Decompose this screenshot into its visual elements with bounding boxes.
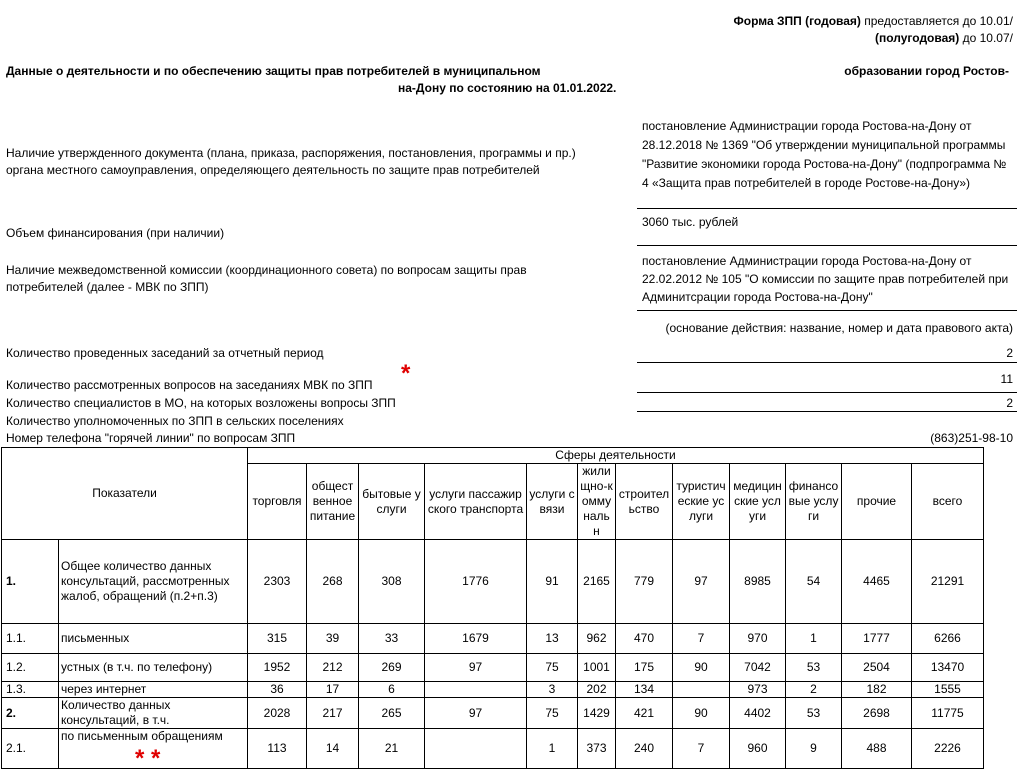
table-cell: 2303 <box>248 540 307 624</box>
table-cell: 1001 <box>578 654 616 682</box>
fin-underline <box>637 245 1017 246</box>
column-header: торговля <box>248 464 307 540</box>
table-cell: 373 <box>578 729 616 769</box>
table-cell: 53 <box>786 654 842 682</box>
table-row <box>2 698 984 729</box>
title-part-2: образовании город Ростов- <box>844 64 1009 78</box>
table-cell: 90 <box>673 654 730 682</box>
column-header: медицинские услуги <box>730 464 786 540</box>
table-cell: 470 <box>616 624 673 654</box>
table-row <box>2 682 984 698</box>
table-cell: 13 <box>527 624 578 654</box>
column-header: услуги пассажирского транспорта <box>425 464 527 540</box>
form-line-1 <box>734 14 1014 28</box>
table-cell: 11775 <box>912 698 984 729</box>
table-cell <box>673 682 730 698</box>
table-cell: 217 <box>307 698 359 729</box>
table-cell: 6266 <box>912 624 984 654</box>
row-number: 2. <box>2 698 59 729</box>
table-cell: 268 <box>307 540 359 624</box>
table-cell: 1555 <box>912 682 984 698</box>
column-header: прочие <box>842 464 912 540</box>
specialists-label: Количество специалистов в МО, на которых возложены вопросы ЗПП <box>6 396 396 410</box>
column-header: жилищно-коммунальн <box>578 464 616 540</box>
meetings-value: 2 <box>1006 346 1013 360</box>
table-cell: 6 <box>359 682 425 698</box>
table-cell: 202 <box>578 682 616 698</box>
table-cell: 97 <box>425 654 527 682</box>
doc-underline <box>637 208 1017 209</box>
table-cell: 21291 <box>912 540 984 624</box>
column-header: общественное питание <box>307 464 359 540</box>
table-cell: 75 <box>527 654 578 682</box>
table-cell: 488 <box>842 729 912 769</box>
table-cell: 9 <box>786 729 842 769</box>
specialists-underline <box>637 411 1017 412</box>
table-row <box>2 540 984 624</box>
questions-value: 11 <box>1000 372 1013 386</box>
specialists-value: 2 <box>1006 396 1013 410</box>
questions-label: Количество рассмотренных вопросов на заседаниях МВК по ЗПП <box>6 378 373 392</box>
table-cell: 13470 <box>912 654 984 682</box>
table-cell <box>425 682 527 698</box>
table-cell: 970 <box>730 624 786 654</box>
table-cell: 421 <box>616 698 673 729</box>
hotline-value: (863)251-98-10 <box>930 431 1013 445</box>
row-number: 1.2. <box>2 654 59 682</box>
table-cell: 4402 <box>730 698 786 729</box>
row-label: письменных <box>59 624 248 654</box>
asterisk-mark: * <box>401 360 411 387</box>
table-cell: 17 <box>307 682 359 698</box>
column-header: всего <box>912 464 984 540</box>
column-header: финансовые услуги <box>786 464 842 540</box>
table-cell: 7042 <box>730 654 786 682</box>
table-cell: 2028 <box>248 698 307 729</box>
table-cell: 39 <box>307 624 359 654</box>
table-cell: 269 <box>359 654 425 682</box>
form-name: Форма ЗПП (годовая) <box>733 14 861 28</box>
indicators-header: Показатели <box>2 448 248 540</box>
table-cell: 2 <box>786 682 842 698</box>
row-number: 2.1. <box>2 729 59 769</box>
meetings-label: Количество проведенных заседаний за отчетный период <box>6 346 324 360</box>
table-cell: 75 <box>527 698 578 729</box>
data-rows <box>2 540 984 769</box>
form-line-2 <box>875 31 1013 45</box>
table-row <box>2 654 984 682</box>
table-cell: 7 <box>673 624 730 654</box>
fin-value: 3060 тыс. рублей <box>642 215 739 229</box>
table-cell: 33 <box>359 624 425 654</box>
doc-label: Наличие утвержденного документа (плана, приказа, распоряжения, постановления, программы и пр.) органа местного самоуправления, определяющего деятельность по защите прав потребителей <box>6 146 576 177</box>
table-cell: 36 <box>248 682 307 698</box>
table-cell: 14 <box>307 729 359 769</box>
table-cell: 4465 <box>842 540 912 624</box>
basis-note: (основание действия: название, номер и дата правового акта) <box>665 321 1013 335</box>
table-cell <box>425 729 527 769</box>
hotline-label: Номер телефона "горячей линии" по вопросам ЗПП <box>6 431 296 445</box>
mvk-label: Наличие межведомственной комиссии (координационного совета) по вопросам защиты прав потребителей (далее - МВК по ЗПП) <box>6 263 527 294</box>
table-cell: 1952 <box>248 654 307 682</box>
mvk-value: постановление Администрации города Ростова-на-Дону от 22.02.2012 № 105 "О комиссии по защите прав потребителей при Админитсрации города Ростова-на-Дону" <box>642 254 1009 304</box>
table-cell: 779 <box>616 540 673 624</box>
form-deadline-semiannual: до 10.07/ <box>959 31 1013 45</box>
column-header: услуги связи <box>527 464 578 540</box>
table-cell: 97 <box>425 698 527 729</box>
table-cell: 97 <box>673 540 730 624</box>
title-part-1: Данные о деятельности и по обеспечению защиты прав потребителей в муниципальном <box>6 64 541 78</box>
meetings-underline <box>637 362 1017 363</box>
table-cell: 308 <box>359 540 425 624</box>
table-cell: 265 <box>359 698 425 729</box>
row-number: 1. <box>2 540 59 624</box>
table-cell: 2226 <box>912 729 984 769</box>
column-header: строительство <box>616 464 673 540</box>
title-part-3: на-Дону по состоянию на 01.01.2022. <box>398 81 617 95</box>
table-cell: 21 <box>359 729 425 769</box>
table-cell: 1776 <box>425 540 527 624</box>
table-cell: 212 <box>307 654 359 682</box>
spheres-header: Сферы деятельности <box>248 448 984 464</box>
table-cell: 1 <box>527 729 578 769</box>
table-cell: 1777 <box>842 624 912 654</box>
row-label: Общее количество данных консультаций, рассмотренных жалоб, обращений (п.2+п.3) <box>59 540 248 624</box>
table-cell: 1 <box>786 624 842 654</box>
form-semiannual: (полугодовая) <box>875 31 960 45</box>
column-header: туристические услуги <box>673 464 730 540</box>
table-cell: 7 <box>673 729 730 769</box>
mvk-underline <box>637 310 1017 311</box>
table-cell: 8985 <box>730 540 786 624</box>
form-deadline-annual: предоставляется до 10.01/ <box>860 14 1013 28</box>
table-cell: 175 <box>616 654 673 682</box>
table-cell: 2165 <box>578 540 616 624</box>
table-row <box>2 624 984 654</box>
rural-label: Количество уполномоченных по ЗПП в сельских поселениях <box>6 414 344 428</box>
data-table <box>1 447 984 769</box>
table-cell: 113 <box>248 729 307 769</box>
row-number: 1.1. <box>2 624 59 654</box>
row-number: 1.3. <box>2 682 59 698</box>
row-label: через интернет <box>59 682 248 698</box>
row-label: Количество данных консультаций, в т.ч. <box>59 698 248 729</box>
table-cell: 90 <box>673 698 730 729</box>
table-cell: 1429 <box>578 698 616 729</box>
table-cell: 315 <box>248 624 307 654</box>
fin-label: Объем финансирования (при наличии) <box>6 226 225 240</box>
table-cell: 240 <box>616 729 673 769</box>
table-cell: 182 <box>842 682 912 698</box>
table-cell: 2504 <box>842 654 912 682</box>
table-cell: 3 <box>527 682 578 698</box>
table-row <box>2 729 984 769</box>
table-cell: 962 <box>578 624 616 654</box>
table-cell: 960 <box>730 729 786 769</box>
doc-value: постановление Администрации города Ростова-на-Дону от 28.12.2018 № 1369 "Об утверждении муниципальной программы "Развитие экономики города Ростова-на-Дону" (подпрограмма № 4 «Защита прав потребителей в городе Ростове-на-Дону») <box>642 119 1007 190</box>
table-cell: 91 <box>527 540 578 624</box>
table-cell: 973 <box>730 682 786 698</box>
double-asterisk-mark: * * <box>135 745 161 769</box>
questions-underline <box>637 392 1017 393</box>
table-cell: 2698 <box>842 698 912 729</box>
row-label: по письменным обращениям * * <box>59 729 248 769</box>
table-cell: 1679 <box>425 624 527 654</box>
row-label: устных (в т.ч. по телефону) <box>59 654 248 682</box>
column-header: бытовые услуги <box>359 464 425 540</box>
table-cell: 134 <box>616 682 673 698</box>
table-cell: 53 <box>786 698 842 729</box>
table-cell: 54 <box>786 540 842 624</box>
